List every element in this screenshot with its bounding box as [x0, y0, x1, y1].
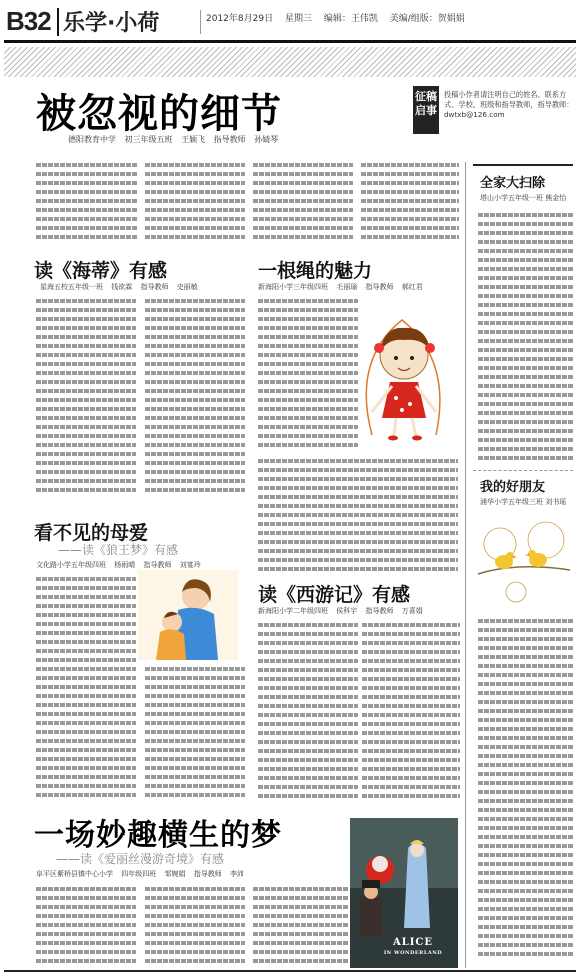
article-title-rope: 一根绳的魅力 [258, 260, 373, 282]
issue-date: 2012年8月29日 [206, 14, 274, 24]
article-subtitle-mother: ——读《狼王梦》有感 [58, 543, 179, 557]
article-body-rope-col2 [258, 456, 458, 574]
article-title-mother: 看不见的母爱 [34, 522, 149, 544]
author-name: 王颖飞 [181, 135, 206, 144]
article-body-xiyouji-col1 [258, 620, 358, 805]
author-name: 邹婉娟 [164, 870, 186, 878]
article-body-dream-col3 [253, 884, 349, 968]
poster-title [378, 938, 448, 958]
sidebar-body-clean [478, 210, 573, 462]
issue-info [206, 11, 474, 24]
masthead-divider [57, 8, 59, 36]
author-name: 熊金怡 [545, 194, 567, 202]
issue-designer: 美编/组版：贺娟娟 [389, 14, 465, 24]
article-subtitle-dream: ——读《爱丽丝漫游奇境》有感 [56, 852, 225, 866]
article-body-xiyouji-col2 [362, 620, 460, 805]
article-title-xiyouji: 读《西游记》有感 [258, 584, 411, 606]
poster-title-line2: IN WONDERLAND [383, 950, 443, 956]
sidebar-body-friend [478, 616, 573, 966]
feature-body-col2 [145, 160, 245, 246]
teacher-label: 指导教师 [193, 870, 222, 878]
call-for-submissions-badge: 征稿 启事 [413, 86, 439, 134]
teacher-name: 李沛 [229, 870, 244, 878]
sidebar-author-friend [480, 497, 566, 507]
author-name: 刘书瑶 [545, 498, 567, 506]
page-number: B32 [6, 6, 51, 36]
issue-editor: 编辑：王伟凯 [323, 14, 378, 24]
author-name: 杨雨晴 [114, 561, 136, 569]
sidebar-separator [473, 470, 573, 471]
article-title-haidi: 读《海蒂》有感 [34, 260, 168, 282]
feature-body-col1 [36, 160, 138, 246]
sidebar-author-clean [480, 193, 566, 203]
article-body-rope-col1 [258, 296, 358, 456]
article-body-mother-col2 [145, 664, 245, 804]
page-bottom-rule [4, 970, 576, 972]
sidebar-divider [465, 162, 466, 968]
author-class: 初三年级五班 [124, 135, 173, 144]
article-author-dream [36, 869, 250, 879]
author-school: 德阳教育中学 [68, 135, 116, 144]
sidebar-top-rule [473, 164, 573, 166]
author-school: 文化路小学五年级四班 [36, 561, 106, 569]
issue-weekday: 星期三 [284, 14, 312, 24]
teacher-label: 指导教师 [365, 607, 394, 615]
poster-title-line1: ALICE [392, 937, 434, 948]
article-title-dream: 一场妙趣横生的梦 [34, 818, 282, 853]
teacher-label: 指导教师 [365, 283, 394, 291]
article-body-mother-col1 [36, 574, 136, 804]
notice-email[interactable]: dwtxb@126.com [444, 110, 505, 119]
submission-notice [444, 90, 574, 120]
author-school: 浦华小学五年级三班 [480, 498, 543, 506]
teacher-name: 郝红君 [401, 283, 423, 291]
section-title: 乐学·小荷 [63, 11, 160, 36]
author-school: 新海阳小学三年级四班 [258, 283, 328, 291]
article-author-rope [258, 282, 429, 292]
teacher-label: 指导教师 [140, 283, 169, 291]
article-author-xiyouji [258, 606, 429, 616]
masthead-divider-2 [200, 10, 201, 34]
birds-on-branch-illustration [476, 512, 572, 612]
feature-author-line [68, 134, 284, 145]
article-author-haidi [40, 282, 204, 292]
article-body-haidi-col2 [145, 296, 245, 501]
author-school: 新海阳小学二年级四班 [258, 607, 328, 615]
article-body-dream-col2 [145, 884, 245, 968]
teacher-name: 万喜娟 [401, 607, 423, 615]
header-hatch-band [4, 47, 576, 77]
author-school: 阜平区紫桥县镇中心小学 [36, 870, 113, 878]
author-school: 塔山小学五年级一班 [480, 194, 543, 202]
feature-body-col3 [253, 160, 353, 246]
sidebar-title-clean: 全家大扫除 [480, 176, 546, 191]
mother-child-illustration [138, 570, 238, 660]
author-class: 四年级四班 [121, 870, 157, 878]
sidebar-title-friend: 我的好朋友 [480, 480, 546, 495]
teacher-name: 刘宴玲 [179, 561, 201, 569]
teacher-name: 史丽敏 [176, 283, 198, 291]
article-author-mother [36, 560, 207, 570]
author-name: 侯科宇 [336, 607, 358, 615]
article-body-dream-col1 [36, 884, 136, 968]
author-school: 星海五校五年级一班 [40, 283, 103, 291]
feature-body-col4 [361, 160, 459, 246]
article-body-haidi-col1 [36, 296, 136, 501]
feature-title: 被忽视的细节 [36, 90, 282, 137]
author-name: 毛丽瑜 [336, 283, 358, 291]
masthead-rule [4, 40, 576, 43]
teacher-name: 孙婧琴 [254, 135, 279, 144]
author-name: 钱欲霖 [111, 283, 133, 291]
teacher-label: 指导教师 [213, 135, 246, 144]
notice-text: 投稿小作者请注明自己的姓名、联系方式、学校、班级和指导教师，指导教师： [444, 90, 574, 109]
teacher-label: 指导教师 [143, 561, 172, 569]
jump-rope-girl-illustration [352, 300, 456, 450]
